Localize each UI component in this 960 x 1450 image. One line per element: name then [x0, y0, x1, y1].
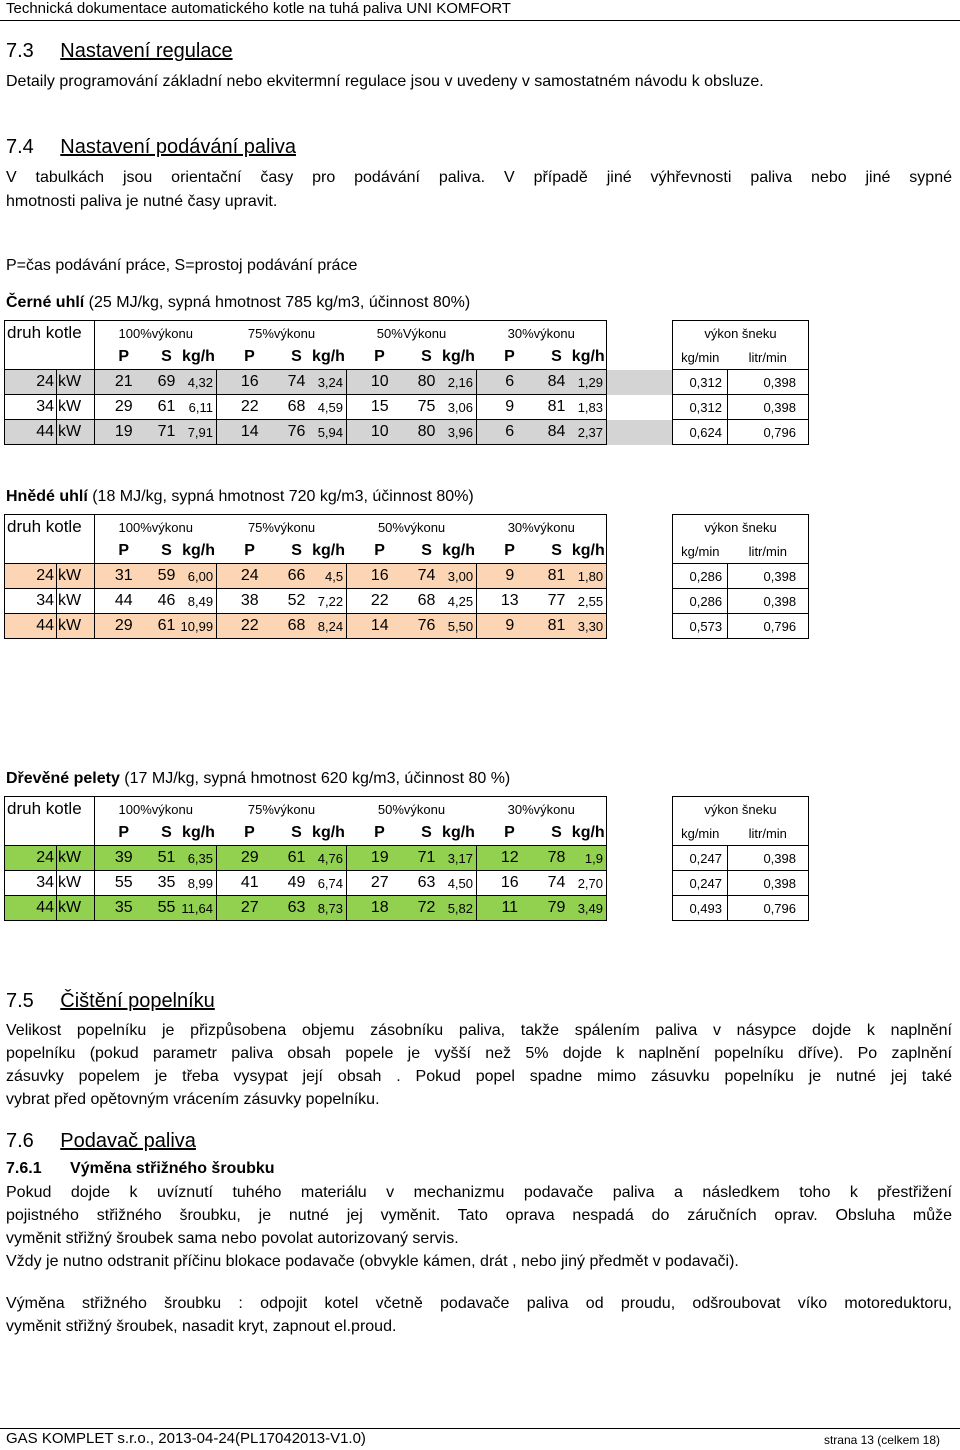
idle-time-value: 72: [413, 896, 441, 921]
table-data-row: [5, 846, 867, 871]
boiler-type-label: druh kotle: [5, 515, 95, 540]
boiler-power-unit: kW: [57, 589, 95, 614]
feed-time-value: 22: [217, 395, 283, 420]
boiler-power-unit: kW: [57, 871, 95, 896]
feed-rate-value: 2,16: [441, 370, 477, 395]
feed-time-value: 19: [95, 420, 153, 445]
feed-time-value: 15: [347, 395, 413, 420]
feed-rate-value: 3,00: [441, 564, 477, 589]
feed-rate-value: 1,83: [571, 395, 607, 420]
section-7-5-line3: zásuvky popelem je třeba vysypat její obsah . Pokud popel spadne mimo zásuvku popelníku je nutné jej také: [6, 1068, 952, 1085]
fuel-parameters: (25 MJ/kg, sypná hmotnost 785 kg/m3, účinnost 80%): [84, 294, 471, 311]
screw-kgmin-value: 0,573: [673, 614, 728, 639]
feed-time-header: P: [347, 821, 413, 846]
screw-kgmin-value: 0,312: [673, 370, 728, 395]
feed-rate-value: 3,49: [571, 896, 607, 921]
idle-time-header: S: [153, 345, 181, 370]
section-7-6-line3: vyměnit střižný šroubek sama nebo povolat autorizovaný servis.: [6, 1230, 459, 1247]
screw-kgmin-value: 0,624: [673, 420, 728, 445]
feed-time-value: 10: [347, 420, 413, 445]
table-gap: [607, 589, 673, 614]
feed-rate-header: kg/h: [181, 821, 217, 846]
screw-litrmin-value: 0,398: [728, 564, 809, 589]
section-7-6-line4: Vždy je nutno odstranit příčinu blokace podavače (obvykle kámen, drát , nebo jiný předmět v podavači).: [6, 1253, 739, 1270]
feed-time-value: 31: [95, 564, 153, 589]
screw-litrmin-value: 0,398: [728, 871, 809, 896]
idle-time-value: 74: [283, 370, 311, 395]
boiler-power-unit: kW: [57, 614, 95, 639]
section-7-3-heading: [6, 40, 233, 63]
table-gap: [607, 846, 673, 871]
feed-time-value: 38: [217, 589, 283, 614]
screw-litrmin-value: 0,398: [728, 395, 809, 420]
section-number: 7.4: [6, 136, 34, 158]
footer-page-number: strana 13 (celkem 18): [823, 1433, 940, 1447]
feed-time-value: 44: [95, 589, 153, 614]
feed-rate-value: 1,9: [571, 846, 607, 871]
boiler-power-unit: kW: [57, 370, 95, 395]
section-number: 7.5: [6, 990, 34, 1012]
boiler-power-value: 34: [5, 871, 57, 896]
idle-time-value: 61: [153, 395, 181, 420]
boiler-power-unit: kW: [57, 395, 95, 420]
feed-rate-value: 2,70: [571, 871, 607, 896]
idle-time-value: 84: [543, 370, 571, 395]
output-percent-header: 50%výkonu: [347, 515, 477, 540]
feed-rate-value: 8,73: [311, 896, 347, 921]
table-data-row: [5, 395, 867, 420]
fuel-table-caption: [6, 294, 470, 312]
table-unit-row: [5, 345, 867, 370]
table-header-row: [5, 321, 867, 346]
idle-time-value: 74: [413, 564, 441, 589]
idle-time-value: 81: [543, 395, 571, 420]
feed-time-value: 9: [477, 395, 543, 420]
feed-rate-value: 4,5: [311, 564, 347, 589]
screw-kgmin-value: 0,312: [673, 395, 728, 420]
fuel-table-caption: [6, 488, 474, 506]
section-7-4-heading: [6, 136, 296, 159]
fuel-feed-table: [4, 514, 867, 639]
boiler-power-value: 44: [5, 896, 57, 921]
boiler-type-label: druh kotle: [5, 321, 95, 346]
output-percent-header: 30%výkonu: [477, 321, 607, 346]
screw-unit-litrmin: litr/min: [728, 539, 809, 564]
feed-rate-value: 4,76: [311, 846, 347, 871]
subsection-number: 7.6.1: [6, 1160, 42, 1177]
feed-time-value: 27: [217, 896, 283, 921]
feed-rate-value: 6,00: [181, 564, 217, 589]
table-gap: [607, 539, 673, 564]
idle-time-value: 76: [413, 614, 441, 639]
output-percent-header: 100%výkonu: [95, 321, 217, 346]
screw-unit-kgmin: kg/min: [673, 539, 728, 564]
feed-rate-value: 3,30: [571, 614, 607, 639]
screw-litrmin-value: 0,398: [728, 846, 809, 871]
feed-time-value: 22: [347, 589, 413, 614]
idle-time-header: S: [543, 539, 571, 564]
section-7-5-line4: vybrat před opětovným vrácením zásuvky popelníku.: [6, 1091, 380, 1108]
screw-litrmin-value: 0,398: [728, 370, 809, 395]
idle-time-value: 69: [153, 370, 181, 395]
feed-rate-value: 6,35: [181, 846, 217, 871]
feed-rate-value: 8,49: [181, 589, 217, 614]
feed-time-value: 6: [477, 370, 543, 395]
fuel-parameters: (18 MJ/kg, sypná hmotnost 720 kg/m3, účinnost 80%): [87, 488, 474, 505]
feed-time-header: P: [95, 345, 153, 370]
idle-time-value: 61: [283, 846, 311, 871]
idle-time-header: S: [153, 821, 181, 846]
output-percent-header: 100%výkonu: [95, 515, 217, 540]
feed-time-value: 39: [95, 846, 153, 871]
feed-rate-value: 8,99: [181, 871, 217, 896]
feed-time-value: 29: [217, 846, 283, 871]
feed-time-value: 29: [95, 614, 153, 639]
section-title: Nastavení podávání paliva: [60, 136, 296, 158]
boiler-power-unit: kW: [57, 420, 95, 445]
section-number: 7.3: [6, 40, 34, 62]
table-gap: [607, 420, 673, 445]
table-gap: [607, 395, 673, 420]
table-data-row: [5, 420, 867, 445]
boiler-power-unit: kW: [57, 896, 95, 921]
screw-litrmin-value: 0,796: [728, 420, 809, 445]
feed-rate-value: 3,96: [441, 420, 477, 445]
boiler-power-value: 24: [5, 846, 57, 871]
feed-time-value: 18: [347, 896, 413, 921]
boiler-type-label: druh kotle: [5, 797, 95, 822]
table-gap: [607, 614, 673, 639]
fuel-name: Černé uhlí: [6, 294, 85, 311]
screw-kgmin-value: 0,286: [673, 564, 728, 589]
feed-rate-value: 5,82: [441, 896, 477, 921]
output-percent-header: 50%výkonu: [347, 797, 477, 822]
feed-time-value: 9: [477, 564, 543, 589]
idle-time-header: S: [283, 821, 311, 846]
fuel-parameters: (17 MJ/kg, sypná hmotnost 620 kg/m3, účinnost 80 %): [119, 770, 511, 787]
feed-time-value: 11: [477, 896, 543, 921]
feed-rate-value: 5,50: [441, 614, 477, 639]
feed-time-value: 16: [217, 370, 283, 395]
idle-time-value: 63: [283, 896, 311, 921]
section-title: Nastavení regulace: [60, 40, 233, 62]
feed-rate-header: kg/h: [571, 821, 607, 846]
idle-time-value: 78: [543, 846, 571, 871]
idle-time-header: S: [413, 539, 441, 564]
feed-rate-header: kg/h: [311, 539, 347, 564]
boiler-power-value: 34: [5, 589, 57, 614]
screw-litrmin-value: 0,398: [728, 589, 809, 614]
table-unit-row: [5, 539, 867, 564]
feed-rate-value: 2,37: [571, 420, 607, 445]
screw-output-header: výkon šneku: [673, 797, 809, 822]
idle-time-value: 49: [283, 871, 311, 896]
screw-kgmin-value: 0,493: [673, 896, 728, 921]
table-empty-cell: [5, 539, 95, 564]
table-data-row: [5, 614, 867, 639]
screw-unit-kgmin: kg/min: [673, 821, 728, 846]
idle-time-value: 79: [543, 896, 571, 921]
feed-time-header: P: [95, 821, 153, 846]
screw-output-header: výkon šneku: [673, 321, 809, 346]
idle-time-header: S: [413, 345, 441, 370]
idle-time-value: 71: [413, 846, 441, 871]
feed-rate-value: 10,99: [181, 614, 217, 639]
idle-time-value: 55: [153, 896, 181, 921]
table-gap: [607, 515, 673, 540]
section-7-4-line2: hmotnosti paliva je nutné časy upravit.: [6, 193, 278, 210]
boiler-power-value: 24: [5, 370, 57, 395]
table-data-row: [5, 564, 867, 589]
table-gap: [607, 321, 673, 346]
screw-unit-litrmin: litr/min: [728, 821, 809, 846]
output-percent-header: 30%výkonu: [477, 797, 607, 822]
feed-rate-value: 4,59: [311, 395, 347, 420]
section-7-4-line1: V tabulkách jsou orientační časy pro podávání paliva. V případě jiné výhřevnosti paliva nebo jiné sypné: [6, 169, 952, 186]
feed-rate-value: 7,22: [311, 589, 347, 614]
document-header-title: Technická dokumentace automatického kotle na tuhá paliva UNI KOMFORT: [6, 0, 511, 17]
table-unit-row: [5, 821, 867, 846]
screw-unit-kgmin: kg/min: [673, 345, 728, 370]
feed-rate-value: 3,06: [441, 395, 477, 420]
section-7-5-line2: popelníku (pokud parametr paliva obsah popele je vyšší než 5% dojde k naplnění popelníku dříve). Po zaplnění: [6, 1045, 952, 1062]
output-percent-header: 100%výkonu: [95, 797, 217, 822]
feed-rate-value: 1,29: [571, 370, 607, 395]
table-empty-cell: [5, 821, 95, 846]
idle-time-header: S: [543, 345, 571, 370]
idle-time-value: 63: [413, 871, 441, 896]
feed-rate-value: 1,80: [571, 564, 607, 589]
boiler-power-value: 34: [5, 395, 57, 420]
feed-rate-value: 11,64: [181, 896, 217, 921]
idle-time-value: 68: [413, 589, 441, 614]
section-7-6-line2: pojistného střižného šroubku, je nutné jej vyměnit. Tato oprava nespadá do záručních oprav. Obsluha může: [6, 1207, 952, 1224]
feed-rate-value: 4,50: [441, 871, 477, 896]
idle-time-value: 46: [153, 589, 181, 614]
output-percent-header: 75%výkonu: [217, 797, 347, 822]
feed-time-header: P: [95, 539, 153, 564]
boiler-power-value: 24: [5, 564, 57, 589]
output-percent-header: 50%Výkonu: [347, 321, 477, 346]
table-data-row: [5, 589, 867, 614]
table-gap: [607, 896, 673, 921]
section-7-5-line1: Velikost popelníku je přizpůsobena objemu zásobníku paliva, takže spálením paliva v násypce dojde k naplnění: [6, 1022, 952, 1039]
fuel-name: Dřevěné pelety: [6, 770, 120, 787]
idle-time-value: 68: [283, 614, 311, 639]
section-7-6-line1: Pokud dojde k uvíznutí tuhého materiálu v mechanizmu podavače paliva a následkem toho k přestřižení: [6, 1184, 952, 1201]
header-rule: [0, 20, 960, 21]
feed-rate-header: kg/h: [571, 345, 607, 370]
idle-time-value: 59: [153, 564, 181, 589]
footer-rule: [0, 1428, 960, 1429]
idle-time-value: 61: [153, 614, 181, 639]
idle-time-value: 75: [413, 395, 441, 420]
fuel-feed-table: [4, 320, 867, 445]
output-percent-header: 75%výkonu: [217, 515, 347, 540]
section-title: Podavač paliva: [60, 1130, 196, 1152]
idle-time-header: S: [153, 539, 181, 564]
table-data-row: [5, 871, 867, 896]
feed-time-value: 21: [95, 370, 153, 395]
feed-rate-value: 3,24: [311, 370, 347, 395]
feed-time-value: 41: [217, 871, 283, 896]
table-gap: [607, 821, 673, 846]
boiler-power-value: 44: [5, 420, 57, 445]
idle-time-value: 81: [543, 564, 571, 589]
feed-time-value: 16: [347, 564, 413, 589]
feed-time-header: P: [477, 539, 543, 564]
boiler-power-unit: kW: [57, 846, 95, 871]
feed-rate-value: 4,25: [441, 589, 477, 614]
idle-time-value: 74: [543, 871, 571, 896]
table-gap: [607, 370, 673, 395]
feed-time-header: P: [217, 539, 283, 564]
idle-time-header: S: [283, 345, 311, 370]
feed-time-value: 13: [477, 589, 543, 614]
feed-rate-header: kg/h: [181, 345, 217, 370]
table-header-row: [5, 797, 867, 822]
section-number: 7.6: [6, 1130, 34, 1152]
section-7-6-line5: Výměna střižného šroubku : odpojit kotel včetně podavače paliva od proudu, odšroubovat víko motoreduktoru,: [6, 1295, 952, 1312]
output-percent-header: 30%výkonu: [477, 515, 607, 540]
feed-rate-header: kg/h: [311, 821, 347, 846]
fuel-feed-table: [4, 796, 867, 921]
section-title: Čištění popelníku: [60, 990, 215, 1012]
idle-time-value: 66: [283, 564, 311, 589]
feed-time-value: 16: [477, 871, 543, 896]
section-7-6-heading: [6, 1130, 196, 1153]
feed-time-header: P: [477, 821, 543, 846]
screw-litrmin-value: 0,796: [728, 614, 809, 639]
feed-rate-header: kg/h: [311, 345, 347, 370]
section-7-3-text: Detaily programování základní nebo ekvitermní regulace jsou v uvedeny v samostatném návodu k obsluze.: [6, 73, 764, 90]
feed-time-value: 27: [347, 871, 413, 896]
table-gap: [607, 345, 673, 370]
idle-time-value: 76: [283, 420, 311, 445]
boiler-power-value: 44: [5, 614, 57, 639]
feed-time-value: 10: [347, 370, 413, 395]
screw-kgmin-value: 0,247: [673, 846, 728, 871]
footer-company: GAS KOMPLET s.r.o., 2013-04-24(PL17042013-V1.0): [6, 1430, 366, 1447]
feed-time-header: P: [217, 821, 283, 846]
idle-time-value: 52: [283, 589, 311, 614]
section-7-5-heading: [6, 990, 215, 1013]
idle-time-value: 51: [153, 846, 181, 871]
feed-time-value: 14: [347, 614, 413, 639]
feed-time-value: 14: [217, 420, 283, 445]
table-header-row: [5, 515, 867, 540]
feed-rate-value: 6,74: [311, 871, 347, 896]
idle-time-value: 80: [413, 370, 441, 395]
feeding-legend: P=čas podávání práce, S=prostoj podávání práce: [6, 257, 358, 274]
feed-rate-value: 8,24: [311, 614, 347, 639]
idle-time-value: 80: [413, 420, 441, 445]
feed-time-value: 24: [217, 564, 283, 589]
boiler-power-unit: kW: [57, 564, 95, 589]
feed-time-header: P: [347, 345, 413, 370]
feed-time-value: 6: [477, 420, 543, 445]
section-7-6-line6: vyměnit střižný šroubek, nasadit kryt, zapnout el.proud.: [6, 1318, 397, 1335]
screw-kgmin-value: 0,247: [673, 871, 728, 896]
output-percent-header: 75%výkonu: [217, 321, 347, 346]
feed-time-value: 9: [477, 614, 543, 639]
screw-kgmin-value: 0,286: [673, 589, 728, 614]
table-gap: [607, 871, 673, 896]
feed-rate-value: 7,91: [181, 420, 217, 445]
feed-time-header: P: [347, 539, 413, 564]
feed-time-value: 22: [217, 614, 283, 639]
subsection-7-6-1-heading: [6, 1160, 275, 1178]
feed-time-header: P: [477, 345, 543, 370]
feed-rate-value: 2,55: [571, 589, 607, 614]
screw-litrmin-value: 0,796: [728, 896, 809, 921]
idle-time-header: S: [413, 821, 441, 846]
idle-time-value: 71: [153, 420, 181, 445]
table-gap: [607, 797, 673, 822]
subsection-title: Výměna střižného šroubku: [70, 1160, 275, 1177]
fuel-table-caption: [6, 770, 510, 788]
idle-time-value: 77: [543, 589, 571, 614]
feed-rate-header: kg/h: [181, 539, 217, 564]
feed-time-value: 19: [347, 846, 413, 871]
table-empty-cell: [5, 345, 95, 370]
feed-time-value: 55: [95, 871, 153, 896]
idle-time-header: S: [543, 821, 571, 846]
table-gap: [607, 564, 673, 589]
feed-rate-value: 3,17: [441, 846, 477, 871]
feed-time-value: 12: [477, 846, 543, 871]
feed-rate-value: 6,11: [181, 395, 217, 420]
table-data-row: [5, 370, 867, 395]
feed-rate-header: kg/h: [441, 345, 477, 370]
idle-time-value: 35: [153, 871, 181, 896]
feed-time-header: P: [217, 345, 283, 370]
screw-unit-litrmin: litr/min: [728, 345, 809, 370]
idle-time-header: S: [283, 539, 311, 564]
idle-time-value: 68: [283, 395, 311, 420]
table-data-row: [5, 896, 867, 921]
idle-time-value: 84: [543, 420, 571, 445]
feed-rate-header: kg/h: [571, 539, 607, 564]
feed-rate-value: 5,94: [311, 420, 347, 445]
feed-rate-header: kg/h: [441, 539, 477, 564]
feed-rate-header: kg/h: [441, 821, 477, 846]
screw-output-header: výkon šneku: [673, 515, 809, 540]
feed-time-value: 35: [95, 896, 153, 921]
feed-rate-value: 4,32: [181, 370, 217, 395]
fuel-name: Hnědé uhlí: [6, 488, 88, 505]
feed-time-value: 29: [95, 395, 153, 420]
idle-time-value: 81: [543, 614, 571, 639]
